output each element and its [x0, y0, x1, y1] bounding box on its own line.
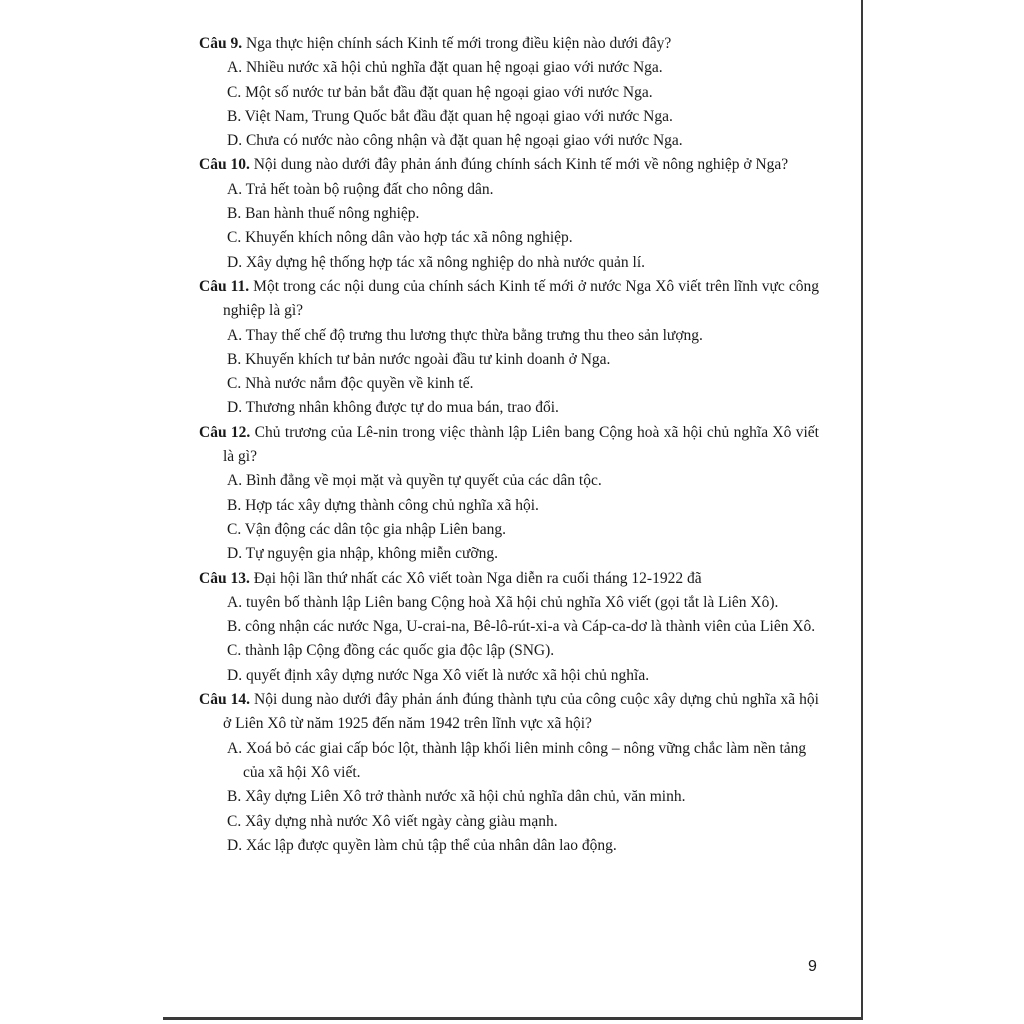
page-number: 9	[808, 958, 817, 975]
question-10	[199, 153, 819, 274]
question-label: Câu 13.	[199, 569, 250, 587]
option: D. Tự nguyện gia nhập, không miễn cưỡng.	[227, 545, 498, 563]
question-body: Nga thực hiện chính sách Kinh tế mới trong điều kiện nào dưới đây?	[242, 35, 672, 52]
option: B. Việt Nam, Trung Quốc bắt đầu đặt quan hệ ngoại giao với nước Nga.	[227, 107, 673, 125]
option: A. Xoá bỏ các giai cấp bóc lột, thành lập khối liên minh công – nông vững chắc làm nền tảng của xã hội Xô viết.	[227, 739, 807, 781]
question-label: Câu 10.	[199, 156, 250, 174]
question-14	[199, 688, 819, 858]
option: D. Xác lập được quyền làm chủ tập thể của nhân dân lao động.	[227, 836, 617, 854]
option: C. Xây dựng nhà nước Xô viết ngày càng giàu mạnh.	[227, 812, 558, 830]
option: C. Khuyến khích nông dân vào hợp tác xã nông nghiệp.	[227, 229, 573, 247]
option: C. Một số nước tư bản bắt đầu đặt quan hệ ngoại giao với nước Nga.	[227, 83, 653, 101]
option: D. quyết định xây dựng nước Nga Xô viết là nước xã hội chủ nghĩa.	[227, 666, 650, 684]
question-text	[199, 567, 819, 591]
option: D. Thương nhân không được tự do mua bán, trao đổi.	[227, 399, 559, 417]
option: D. Chưa có nước nào công nhận và đặt quan hệ ngoại giao với nước Nga.	[227, 132, 683, 150]
question-text	[199, 688, 819, 737]
document-page	[163, 0, 863, 1020]
option: A. Bình đẳng về mọi mặt và quyền tự quyết của các dân tộc.	[227, 472, 602, 490]
option: C. thành lập Cộng đồng các quốc gia độc lập (SNG).	[227, 642, 555, 660]
option: A. Nhiều nước xã hội chủ nghĩa đặt quan hệ ngoại giao với nước Nga.	[227, 59, 663, 77]
question-label: Câu 14.	[199, 691, 250, 709]
question-12	[199, 421, 819, 567]
option: A. tuyên bố thành lập Liên bang Cộng hoà Xã hội chủ nghĩa Xô viết (gọi tắt là Liên Xô).	[227, 593, 779, 611]
question-label: Câu 12.	[199, 423, 251, 441]
option: C. Vận động các dân tộc gia nhập Liên bang.	[227, 520, 507, 538]
question-11	[199, 275, 819, 421]
question-9	[199, 32, 819, 153]
option: A. Thay thế chế độ trưng thu lương thực thừa bằng trưng thu theo sản lượng.	[227, 326, 703, 344]
question-label: Câu 11.	[199, 277, 250, 295]
question-list	[199, 32, 819, 858]
option: D. Xây dựng hệ thống hợp tác xã nông nghiệp do nhà nước quản lí.	[227, 253, 646, 271]
option: B. Khuyến khích tư bản nước ngoài đầu tư kinh doanh ở Nga.	[227, 350, 611, 368]
question-text	[199, 421, 819, 470]
question-text	[199, 32, 819, 56]
option: B. Xây dựng Liên Xô trở thành nước xã hội chủ nghĩa dân chủ, văn minh.	[227, 788, 686, 806]
option: A. Trả hết toàn bộ ruộng đất cho nông dân.	[227, 180, 494, 198]
option: C. Nhà nước nắm độc quyền về kinh tế.	[227, 375, 474, 393]
question-13	[199, 567, 819, 688]
question-text	[199, 275, 819, 324]
question-label: Câu 9.	[199, 35, 243, 52]
question-body: Chủ trương của Lê-nin trong việc thành lập Liên bang Cộng hoà xã hội chủ nghĩa Xô viết là gì?	[223, 423, 819, 466]
option: B. công nhận các nước Nga, U-crai-na, Bê-lô-rút-xi-a và Cáp-ca-dơ là thành viên của Liên Xô.	[227, 618, 816, 636]
option: B. Ban hành thuế nông nghiệp.	[227, 205, 420, 223]
question-body: Đại hội lần thứ nhất các Xô viết toàn Nga diễn ra cuối tháng 12-1922 đã	[249, 569, 702, 587]
question-body: Nội dung nào dưới đây phản ánh đúng chính sách Kinh tế mới về nông nghiệp ở Nga?	[249, 156, 789, 174]
option: B. Hợp tác xây dựng thành công chủ nghĩa xã hội.	[227, 496, 539, 514]
question-body: Một trong các nội dung của chính sách Kinh tế mới ở nước Nga Xô viết trên lĩnh vực công nghiệp là gì?	[223, 277, 819, 320]
question-text	[199, 153, 819, 177]
question-body: Nội dung nào dưới đây phản ánh đúng thành tựu của công cuộc xây dựng chủ nghĩa xã hội ở Liên Xô từ năm 1925 đến năm 1942 trên lĩnh vực xã hội?	[223, 691, 819, 733]
